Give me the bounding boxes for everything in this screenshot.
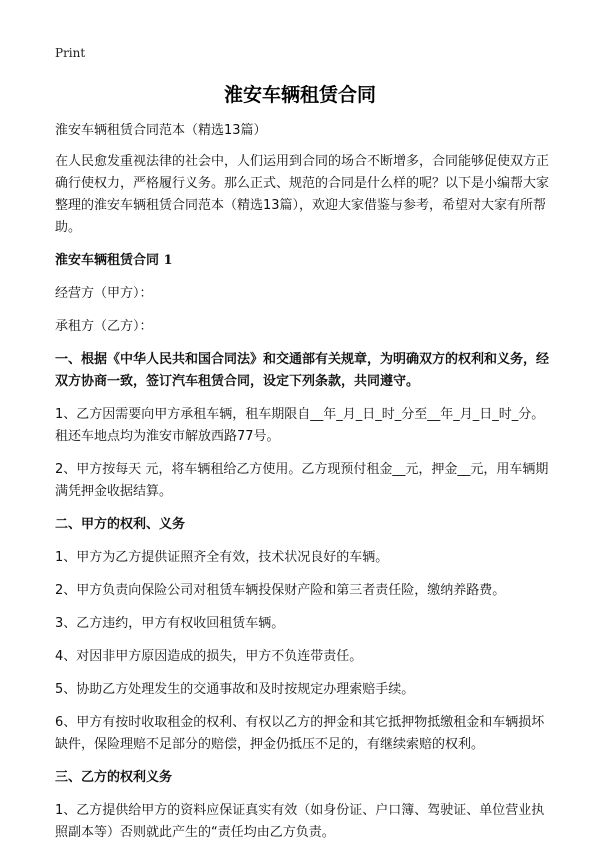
section-2-item: 3、乙方违约，甲方有权收回租赁车辆。 [55,616,285,631]
document-title: 淮安车辆租赁合同 [223,84,376,106]
section-2-item: 4、对因非甲方原因造成的损失，甲方不负连带责任。 [55,649,363,664]
section-1-item: 2、甲方按每天 元，将车辆租给乙方使用。乙方现预付租金__元，押金__元，用车辆期满凭押金收据结算。 [55,462,549,499]
contract-heading: 淮安车辆租赁合同 1 [55,253,173,268]
section-2-item: 5、协助乙方处理发生的交通事故和及时按规定办理索赔手续。 [55,682,415,697]
party-b-line: 承租方（乙方）： [55,319,153,334]
section-2-item: 2、甲方负责向保险公司对租赁车辆投保财产险和第三者责任险，缴纳养路费。 [55,583,506,598]
section-2-heading: 二、甲方的权利、义务 [55,517,186,532]
party-a-line: 经营方（甲方）： [55,286,153,301]
section-1-heading: 一、根据《中华人民共和国合同法》和交通部有关规章，为明确双方的权利和义务，经双方协商一致，签订汽车租赁合同，设定下列条款，共同遵守。 [55,352,550,389]
section-2-item: 1、甲方为乙方提供证照齐全有效，技术状况良好的车辆。 [55,550,389,565]
section-3-heading: 三、乙方的权利义务 [55,770,173,785]
intro-paragraph: 在人民愈发重视法律的社会中，人们运用到合同的场合不断增多，合同能够促使双方正确行使权力，严格履行义务。那么正式、规范的合同是什么样的呢？以下是小编帮大家整理的淮安车辆租赁合同范本（精选13篇），欢迎大家借鉴与参考，希望对大家有所帮助。 [55,154,550,235]
print-link[interactable]: Print [55,46,86,60]
document-body [55,120,555,853]
document-subtitle: 淮安车辆租赁合同范本（精选13篇） [55,123,267,138]
section-2-item: 6、甲方有按时收取租金的权利、有权以乙方的押金和其它抵押物抵缴租金和车辆损坏缺件，保险理赔不足部分的赔偿，押金仍抵压不足的，有继续索赔的权利。 [55,715,545,752]
section-1-item: 1、乙方因需要向甲方承租车辆，租车期限自__年_月_日_时_分至__年_月_日_时_分。租还车地点均为淮安市解放西路77号。 [55,407,545,444]
section-3-item: 1、乙方提供给甲方的资料应保证真实有效（如身份证、户口簿、驾驶证、单位营业执照副本等）否则就此产生的“责任均由乙方负责。 [55,803,545,840]
